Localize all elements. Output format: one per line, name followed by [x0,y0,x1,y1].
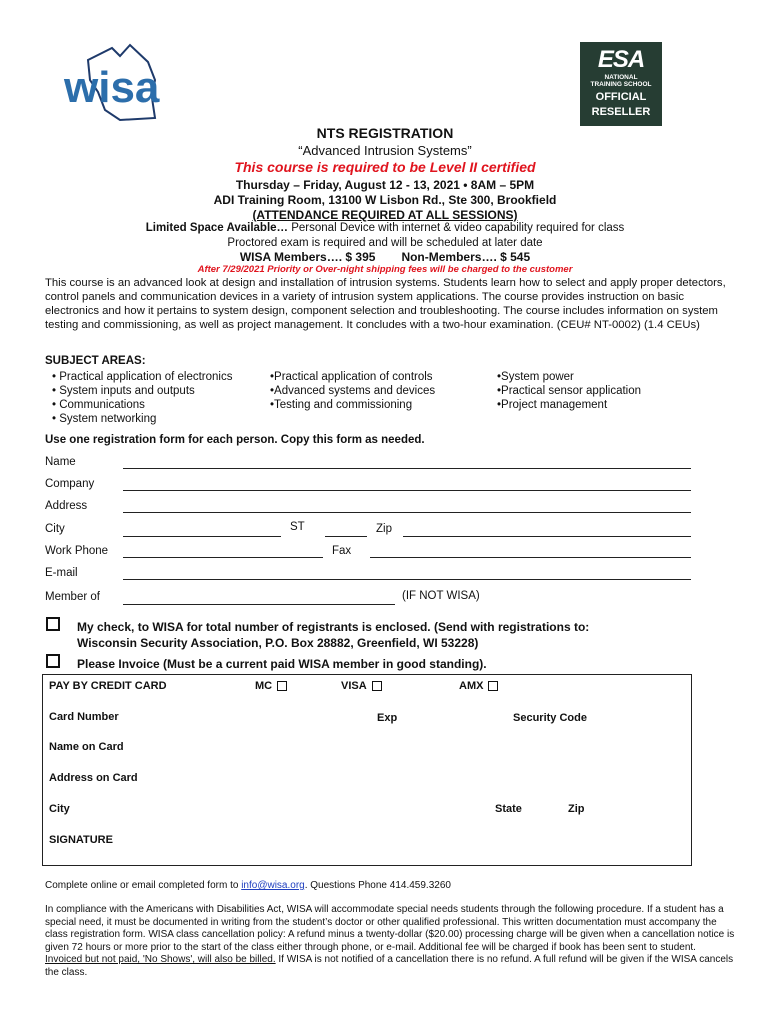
security-code-label: Security Code [513,712,587,724]
list-item: • System inputs and outputs [52,385,195,397]
list-item: •Project management [497,399,608,411]
badge-line4: RESELLER [591,106,651,118]
city-field[interactable] [123,535,281,537]
if-not-wisa-note: (IF NOT WISA) [402,590,480,602]
email-label: E-mail [45,567,78,579]
amx-checkbox [488,681,498,691]
member-price: WISA Members…. $ 395 [239,250,376,264]
member-of-label: Member of [45,591,100,603]
list-item: •Advanced systems and devices [270,385,436,397]
zip-label: Zip [376,523,392,535]
list-item: •Practical application of controls [270,371,433,383]
list-item: •Testing and commissioning [270,399,413,411]
list-item: • Communications [52,399,145,411]
badge-brand: ESA [597,46,645,73]
credit-card-label: PAY BY CREDIT CARD [49,680,167,692]
course-date: Thursday – Friday, August 12 - 13, 2021 • 8AM – 5PM [235,178,535,192]
exp-label: Exp [377,712,398,724]
name-label: Name [45,456,76,468]
signature-label: SIGNATURE [49,834,113,846]
subject-col-3 [497,370,641,412]
credit-card-section [42,674,692,866]
invoice-option-text: Please Invoice (Must be a current paid WISA member in good standing). [77,657,487,671]
list-item: • System networking [52,413,157,425]
wisa-logo [60,40,210,135]
course-name: “Advanced Intrusion Systems” [298,143,472,158]
email-field[interactable] [123,578,691,580]
pricing [0,250,770,264]
email-link[interactable]: info@wisa.org [241,880,305,891]
contact-line: Complete online or email completed form to info@wisa.org. Questions Phone 414.459.3260 [45,880,451,891]
visa-option[interactable]: VISA [341,680,382,692]
list-item: • Practical application of electronics [52,371,233,383]
mc-checkbox [277,681,287,691]
card-number-label: Card Number [49,711,119,723]
cc-state-label: State [495,803,522,815]
member-of-field[interactable] [123,603,395,605]
invoice-checkbox[interactable] [46,654,60,668]
form-instruction: Use one registration form for each person. Copy this form as needed. [45,434,425,446]
company-field[interactable] [123,489,691,491]
visa-checkbox [372,681,382,691]
badge-line3: OFFICIAL [595,91,647,103]
work-phone-field[interactable] [123,556,323,558]
limited-space-note: Limited Space Available… Personal Device with internet & video capability required for class [145,222,625,234]
zip-field[interactable] [403,535,691,537]
work-phone-label: Work Phone [45,545,109,557]
check-option-text: My check, to WISA for total number of registrants is enclosed. (Send with registrations to: Wisconsin Security Association, P.O. Box 28882, Greenfield, WI 53228) [77,620,590,650]
fax-label: Fax [332,545,352,557]
cc-zip-label: Zip [568,803,585,815]
logo-text: wisa [64,63,160,112]
badge-line1: NATIONAL [604,74,638,81]
st-field[interactable] [325,535,367,537]
proctored-note: Proctored exam is required and will be scheduled at later date [227,237,543,249]
badge-line2: TRAINING SCHOOL [590,81,652,88]
company-label: Company [45,478,95,490]
name-field[interactable] [123,467,691,469]
st-label: ST [290,521,305,533]
subject-col-2 [270,370,435,412]
nonmember-price: Non-Members…. $ 545 [401,250,531,264]
ada-cancellation-policy: In compliance with the Americans with Disabilities Act, WISA will accommodate special needs students through the following procedure. If a student has a special need, it must be documented in writing from the student’s doctor or other qualified professional. This written documentation must accompany the class registration form. WISA class cancellation policy: A refund minus a twenty-dollar ($20.00) processing charge will be given when a cancellation notice is given 72 hours or more prior to the start of the class either through phone, or e-mail. Additional fee will be charged if book has been sent to student. Invoiced but not paid, 'No Shows', will also be billed. If WISA is not notified of a cancellation there is no refund. A full refund will be given if the WISA cancels the class. [45,904,735,978]
fax-field[interactable] [370,556,691,558]
cc-city-label: City [49,803,70,815]
esa-reseller-badge [580,42,662,126]
address-on-card-label: Address on Card [49,772,138,784]
city-label: City [45,523,65,535]
address-label: Address [45,500,88,512]
late-fee-note: After 7/29/2021 Priority or Over-night shipping fees will be charged to the customer [197,264,573,275]
mc-option[interactable]: MC [255,680,287,692]
list-item: •Practical sensor application [497,385,642,397]
subject-areas-heading: SUBJECT AREAS: [45,355,146,367]
subject-col-1 [52,370,232,426]
address-field[interactable] [123,511,691,513]
attendance-note: (ATTENDANCE REQUIRED AT ALL SESSIONS) [252,208,518,222]
check-checkbox[interactable] [46,617,60,631]
course-location: ADI Training Room, 13100 W Lisbon Rd., Ste 300, Brookfield [213,193,557,207]
amx-option[interactable]: AMX [459,680,498,692]
name-on-card-label: Name on Card [49,741,124,753]
list-item: •System power [497,371,574,383]
page-title: NTS REGISTRATION [316,125,454,141]
certification-note: This course is required to be Level II certified [234,159,536,175]
course-description: This course is an advanced look at design and installation of intrusion systems. Students learn how to select and apply proper detectors, control panels and communication devices in a variety of intrusion system applications. The course provides instruction on basic electronics and how it pertains to system design, component selection and troubleshooting. The course includes information on system testing and commissioning, as well as project management. It concludes with a two-hour examination. (CEU# NT-0002) (1.4 CEUs) [45,277,726,331]
